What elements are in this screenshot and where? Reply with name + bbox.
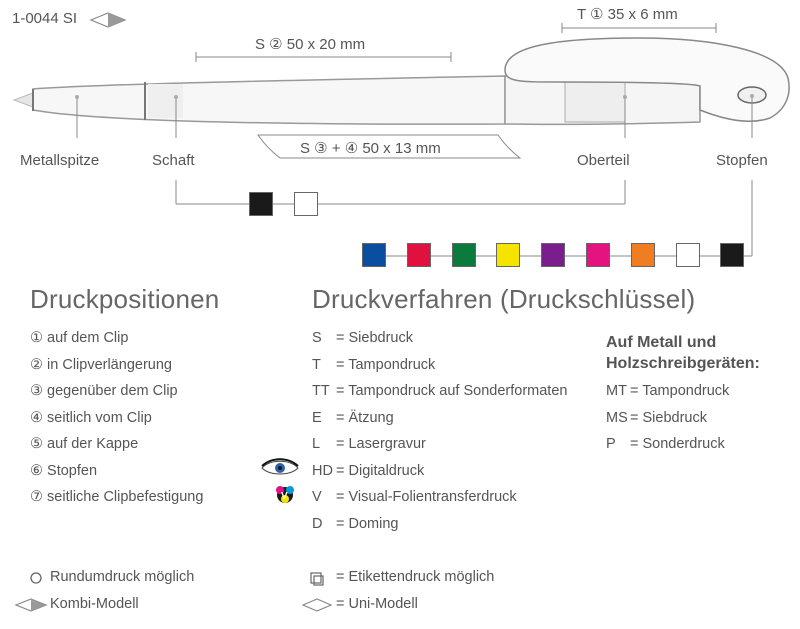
metal-code: P	[606, 436, 616, 452]
position-item: ⑦ seitliche Clipbefestigung	[30, 489, 204, 505]
article-number: 1-0044 SI	[12, 10, 78, 27]
method-code: E	[312, 410, 322, 426]
top-color-swatch	[452, 243, 476, 267]
position-item: ④ seitlich vom Clip	[30, 410, 152, 426]
kombi-model-icon	[91, 13, 125, 27]
metal-label: = Sonderdruck	[630, 436, 725, 452]
top-color-swatch	[407, 243, 431, 267]
position-item: ① auf dem Clip	[30, 330, 129, 346]
method-code: L	[312, 436, 321, 452]
pen-tip	[14, 93, 33, 107]
methods-title: Druckverfahren (Druckschlüssel)	[312, 284, 696, 314]
top-color-swatch	[676, 243, 700, 267]
label-top: Oberteil	[577, 152, 630, 169]
visual-transfer-icon	[276, 486, 294, 503]
positions-title: Druckpositionen	[30, 284, 220, 314]
dimension-s34: S ③ + ④ 50 x 13 mm	[300, 140, 441, 157]
method-label: = Digitaldruck	[336, 463, 425, 479]
label-tip: Metallspitze	[20, 152, 100, 169]
position-item: ⑤ auf der Kappe	[30, 436, 139, 452]
metal-title-line1: Auf Metall und	[606, 334, 717, 351]
method-code: T	[312, 357, 321, 373]
metal-title-line2: Holzschreibgeräten:	[606, 355, 760, 372]
top-color-swatch	[362, 243, 386, 267]
label-print-icon	[311, 573, 323, 585]
position-item: ③ gegenüber dem Clip	[30, 383, 178, 399]
top-color-swatch	[631, 243, 655, 267]
label-plug: Stopfen	[716, 152, 768, 169]
metal-code: MS	[606, 410, 628, 426]
method-label: = Tampondruck auf Sonderformaten	[336, 383, 568, 399]
metal-label: = Siebdruck	[630, 410, 707, 426]
metal-code: MT	[606, 383, 627, 399]
method-code: HD	[312, 463, 333, 479]
top-color-swatch	[496, 243, 520, 267]
legend-uni: = Uni-Modell	[336, 596, 418, 612]
svg-text:V: V	[281, 491, 288, 502]
top-color-swatch	[586, 243, 610, 267]
method-label: = Doming	[336, 516, 399, 532]
label-barrel: Schaft	[152, 152, 195, 169]
round-print-icon	[31, 573, 41, 583]
metal-label: = Tampondruck	[630, 383, 730, 399]
method-code: TT	[312, 383, 330, 399]
method-code: V	[312, 489, 322, 505]
dimension-s2: S ② 50 x 20 mm	[255, 36, 366, 53]
method-label: = Siebdruck	[336, 330, 413, 346]
top-color-swatch	[541, 243, 565, 267]
method-label: = Visual-Folientransferdruck	[336, 489, 517, 505]
dimension-t: T ① 35 x 6 mm	[577, 6, 678, 23]
position-item: ⑥ Stopfen	[30, 463, 98, 479]
kombi-legend-icon	[16, 599, 46, 611]
method-code: D	[312, 516, 323, 532]
legend-label-print: = Etikettendruck möglich	[336, 569, 495, 585]
legend-kombi: Kombi-Modell	[50, 596, 139, 612]
method-code: S	[312, 330, 322, 346]
barrel-color-swatch	[249, 192, 273, 216]
uni-model-icon	[303, 599, 331, 611]
method-label: = Ätzung	[336, 410, 394, 426]
position-item: ② in Clipverlängerung	[30, 357, 172, 373]
barrel-color-swatch	[294, 192, 318, 216]
top-color-swatch	[720, 243, 744, 267]
method-label: = Lasergravur	[336, 436, 426, 452]
pen-barrel	[33, 76, 505, 124]
legend-round-print: Rundumdruck möglich	[50, 569, 195, 585]
digital-print-eye-icon	[262, 459, 298, 474]
method-label: = Tampondruck	[336, 357, 436, 373]
